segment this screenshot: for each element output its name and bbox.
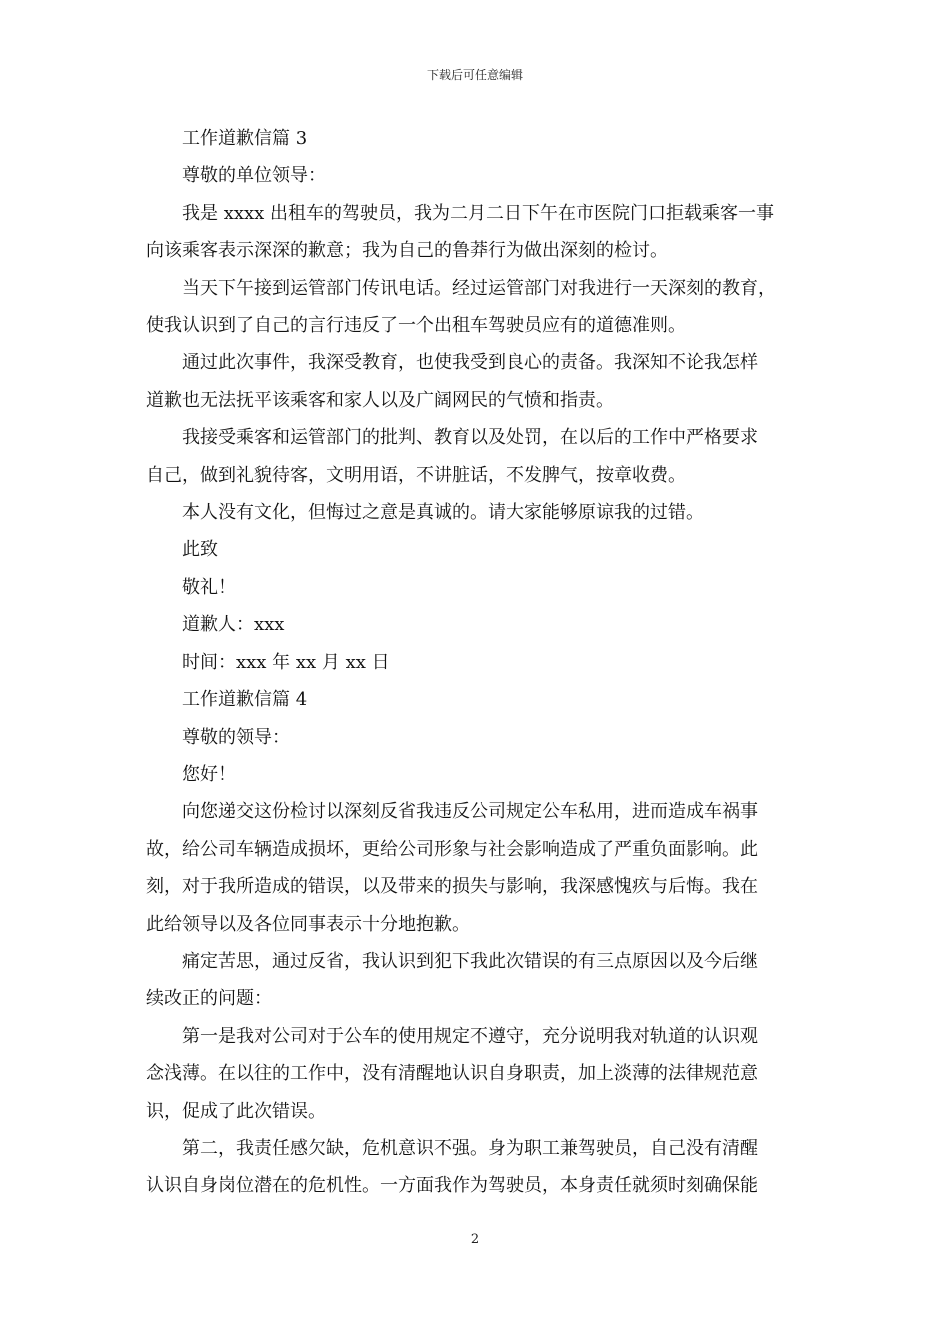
text-line: 识，促成了此次错误。: [146, 1100, 326, 1122]
text-line: 道歉人：xxx: [182, 614, 285, 636]
paragraph: [146, 606, 819, 643]
paragraph: [146, 419, 819, 494]
paragraph: [146, 531, 819, 568]
text-line: 我接受乘客和运管部门的批判、教育以及处罚，在以后的工作中严格要求: [182, 427, 758, 449]
text-line: 第二，我责任感欠缺，危机意识不强。身为职工兼驾驶员，自己没有清醒: [182, 1137, 758, 1159]
paragraph: [146, 1130, 819, 1205]
text-line: 刻，对于我所造成的错误，以及带来的损失与影响，我深感愧疚与后悔。我在: [146, 876, 758, 898]
text-line: 敬礼！: [182, 576, 236, 598]
text-line: 通过此次事件，我深受教育，也使我受到良心的责备。我深知不论我怎样: [182, 352, 758, 374]
paragraph: [146, 120, 819, 157]
paragraph: [146, 644, 819, 681]
text-line: 认识自身岗位潜在的危机性。一方面我作为驾驶员，本身责任就须时刻确保能: [146, 1175, 758, 1197]
text-line: 尊敬的领导：: [182, 726, 290, 748]
text-line: 时间：xxx 年 xx 月 xx 日: [182, 651, 390, 673]
text-line: 使我认识到了自己的言行违反了一个出租车驾驶员应有的道德准则。: [146, 315, 686, 337]
text-line: 当天下午接到运管部门传讯电话。经过运管部门对我进行一天深刻的教育，: [182, 277, 776, 299]
text-line: 向您递交这份检讨以深刻反省我违反公司规定公车私用，进而造成车祸事: [182, 801, 758, 823]
page-header: 下载后可任意编辑: [426, 68, 523, 82]
paragraph: [146, 569, 819, 606]
text-line: 第一是我对公司对于公车的使用规定不遵守，充分说明我对轨道的认识观: [182, 1025, 758, 1047]
document-body: [146, 120, 819, 1205]
paragraph: [146, 681, 819, 718]
text-line: 您好！: [182, 763, 236, 785]
text-line: 道歉也无法抚平该乘客和家人以及广阔网民的气愤和指责。: [146, 389, 614, 411]
text-line: 此给领导以及各位同事表示十分地抱歉。: [146, 913, 470, 935]
text-line: 我是 xxxx 出租车的驾驶员，我为二月二日下午在市医院门口拒载乘客一事: [182, 202, 775, 224]
text-line: 故，给公司车辆造成损坏，更给公司形象与社会影响造成了严重负面影响。此: [146, 838, 758, 860]
paragraph: [146, 270, 819, 345]
text-line: 自己，做到礼貌待客，文明用语，不讲脏话，不发脾气，按章收费。: [146, 464, 686, 486]
text-line: 续改正的问题：: [146, 988, 272, 1010]
text-line: 痛定苦思，通过反省，我认识到犯下我此次错误的有三点原因以及今后继: [182, 950, 758, 972]
page-number: 2: [470, 1232, 480, 1247]
paragraph: [146, 195, 819, 270]
paragraph: [146, 943, 819, 1018]
text-line: 工作道歉信篇 3: [182, 128, 308, 149]
paragraph: [146, 344, 819, 419]
paragraph: [146, 1018, 819, 1130]
text-line: 尊敬的单位领导：: [182, 165, 326, 187]
paragraph: [146, 719, 819, 756]
text-line: 向该乘客表示深深的歉意；我为自己的鲁莽行为做出深刻的检讨。: [146, 240, 668, 262]
text-line: 本人没有文化，但悔过之意是真诚的。请大家能够原谅我的过错。: [182, 502, 704, 524]
paragraph: [146, 756, 819, 793]
text-line: 念浅薄。在以往的工作中，没有清醒地认识自身职责，加上淡薄的法律规范意: [146, 1063, 758, 1085]
paragraph: [146, 494, 819, 531]
paragraph: [146, 793, 819, 943]
paragraph: [146, 157, 819, 194]
text-line: 此致: [182, 539, 218, 561]
text-line: 工作道歉信篇 4: [182, 689, 308, 711]
